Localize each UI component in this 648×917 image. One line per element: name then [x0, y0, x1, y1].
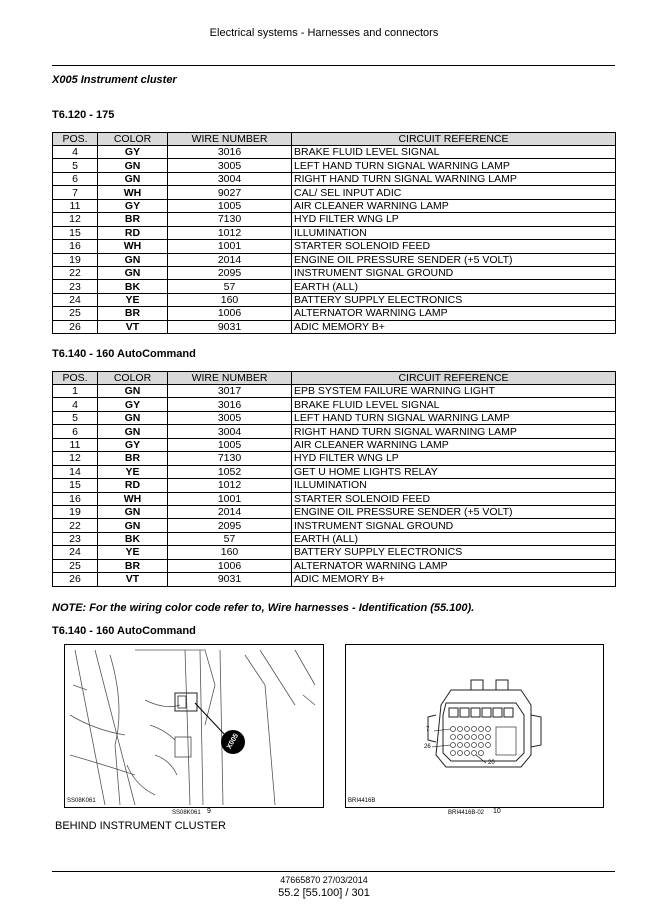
color-cell: GY	[98, 398, 168, 411]
pos-cell: 4	[53, 146, 98, 159]
column-header: POS.	[53, 372, 98, 385]
table-1-heading: T6.120 - 175	[52, 109, 115, 121]
pos-cell: 23	[53, 280, 98, 293]
figure-code: BRI4416B	[348, 798, 376, 804]
table-row	[53, 532, 616, 545]
color-cell: GN	[98, 425, 168, 438]
pos-cell: 19	[53, 505, 98, 518]
circuit-reference-cell: ADIC MEMORY B+	[292, 573, 616, 586]
pos-cell: 11	[53, 438, 98, 451]
wire-number-cell: 2095	[168, 519, 292, 532]
circuit-reference-cell: LEFT HAND TURN SIGNAL WARNING LAMP	[292, 411, 616, 424]
color-cell: VT	[98, 320, 168, 333]
figure-ref: SS08K061	[172, 810, 201, 816]
color-cell: BR	[98, 452, 168, 465]
table-row	[53, 320, 616, 333]
table-row	[53, 398, 616, 411]
figure-code: SS08K061	[67, 798, 96, 804]
pos-cell: 15	[53, 226, 98, 239]
figure-caption: BEHIND INSTRUMENT CLUSTER	[55, 820, 226, 832]
pos-cell: 6	[53, 425, 98, 438]
pos-cell: 23	[53, 532, 98, 545]
wire-number-cell: 9027	[168, 186, 292, 199]
wire-number-cell: 1005	[168, 438, 292, 451]
footer-doc-id: 47665870 27/03/2014	[280, 875, 368, 885]
pin-label-7: 7	[426, 727, 430, 733]
table-row	[53, 559, 616, 572]
color-cell: YE	[98, 465, 168, 478]
color-cell: GN	[98, 505, 168, 518]
wire-number-cell: 3016	[168, 146, 292, 159]
table-row	[53, 226, 616, 239]
table-row	[53, 411, 616, 424]
pos-cell: 4	[53, 398, 98, 411]
pos-cell: 11	[53, 199, 98, 212]
color-cell: GY	[98, 146, 168, 159]
circuit-reference-cell: RIGHT HAND TURN SIGNAL WARNING LAMP	[292, 425, 616, 438]
pos-cell: 22	[53, 266, 98, 279]
pos-cell: 26	[53, 320, 98, 333]
table-row	[53, 186, 616, 199]
table-row	[53, 385, 616, 398]
wire-number-cell: 1012	[168, 226, 292, 239]
circuit-reference-cell: BATTERY SUPPLY ELECTRONICS	[292, 293, 616, 306]
pin-label-20: 20	[488, 760, 495, 766]
wire-number-cell: 7130	[168, 452, 292, 465]
table-row	[53, 425, 616, 438]
column-header: WIRE NUMBER	[168, 133, 292, 146]
circuit-reference-cell: ILLUMINATION	[292, 479, 616, 492]
color-cell: GN	[98, 519, 168, 532]
pos-cell: 5	[53, 411, 98, 424]
table-row	[53, 505, 616, 518]
color-cell: BK	[98, 280, 168, 293]
pos-cell: 1	[53, 385, 98, 398]
table-row	[53, 519, 616, 532]
pos-cell: 16	[53, 240, 98, 253]
figure-behind-cluster	[64, 644, 324, 808]
table-row	[53, 159, 616, 172]
table-header-row	[53, 133, 616, 146]
footer-page-number: 55.2 [55.100] / 301	[278, 887, 370, 899]
wire-number-cell: 57	[168, 280, 292, 293]
table-row	[53, 307, 616, 320]
circuit-reference-cell: ALTERNATOR WARNING LAMP	[292, 307, 616, 320]
pos-cell: 14	[53, 465, 98, 478]
pos-cell: 12	[53, 213, 98, 226]
column-header: CIRCUIT REFERENCE	[292, 133, 616, 146]
wire-number-cell: 3016	[168, 398, 292, 411]
pos-cell: 7	[53, 186, 98, 199]
pos-cell: 12	[53, 452, 98, 465]
wire-number-cell: 2014	[168, 505, 292, 518]
pos-cell: 25	[53, 559, 98, 572]
wire-number-cell: 9031	[168, 320, 292, 333]
wire-number-cell: 1012	[168, 479, 292, 492]
header-rule	[52, 65, 615, 66]
circuit-reference-cell: STARTER SOLENOID FEED	[292, 240, 616, 253]
pos-cell: 24	[53, 546, 98, 559]
wire-number-cell: 7130	[168, 213, 292, 226]
pos-cell: 25	[53, 307, 98, 320]
connector-face-illustration	[346, 645, 603, 807]
circuit-reference-cell: AIR CLEANER WARNING LAMP	[292, 438, 616, 451]
circuit-reference-cell: BRAKE FLUID LEVEL SIGNAL	[292, 146, 616, 159]
circuit-reference-cell: EARTH (ALL)	[292, 280, 616, 293]
table-row	[53, 199, 616, 212]
wire-number-cell: 160	[168, 293, 292, 306]
color-cell: WH	[98, 186, 168, 199]
table-row	[53, 293, 616, 306]
wire-table-2	[52, 371, 616, 587]
table-row	[53, 492, 616, 505]
figure-number: 10	[493, 808, 501, 815]
note-text: NOTE: For the wiring color code refer to, Wire harnesses - Identification (55.100).	[52, 602, 475, 614]
circuit-reference-cell: HYD FILTER WNG LP	[292, 213, 616, 226]
wire-number-cell: 3004	[168, 172, 292, 185]
cluster-location-illustration	[65, 645, 323, 807]
section-title: X005 Instrument cluster	[52, 74, 177, 86]
color-cell: RD	[98, 479, 168, 492]
circuit-reference-cell: BRAKE FLUID LEVEL SIGNAL	[292, 398, 616, 411]
circuit-reference-cell: AIR CLEANER WARNING LAMP	[292, 199, 616, 212]
table-row	[53, 146, 616, 159]
pos-cell: 19	[53, 253, 98, 266]
color-cell: RD	[98, 226, 168, 239]
circuit-reference-cell: HYD FILTER WNG LP	[292, 452, 616, 465]
color-cell: GY	[98, 438, 168, 451]
color-cell: GN	[98, 159, 168, 172]
figure-heading: T6.140 - 160 AutoCommand	[52, 625, 196, 637]
color-cell: BK	[98, 532, 168, 545]
column-header: COLOR	[98, 372, 168, 385]
pos-cell: 6	[53, 172, 98, 185]
wire-number-cell: 1006	[168, 307, 292, 320]
figure-ref: BRI4416B-02	[448, 810, 485, 816]
circuit-reference-cell: LEFT HAND TURN SIGNAL WARNING LAMP	[292, 159, 616, 172]
figure-number: 9	[207, 808, 211, 815]
circuit-reference-cell: ENGINE OIL PRESSURE SENDER (+5 VOLT)	[292, 505, 616, 518]
circuit-reference-cell: ALTERNATOR WARNING LAMP	[292, 559, 616, 572]
pos-cell: 15	[53, 479, 98, 492]
pos-cell: 26	[53, 573, 98, 586]
callout-label: X005	[225, 732, 241, 751]
wire-table-1	[52, 132, 616, 334]
circuit-reference-cell: ADIC MEMORY B+	[292, 320, 616, 333]
wire-number-cell: 1001	[168, 492, 292, 505]
table-row	[53, 213, 616, 226]
pos-cell: 24	[53, 293, 98, 306]
column-header: COLOR	[98, 133, 168, 146]
wire-number-cell: 2014	[168, 253, 292, 266]
footer-rule	[52, 871, 615, 872]
wire-number-cell: 3005	[168, 411, 292, 424]
circuit-reference-cell: EPB SYSTEM FAILURE WARNING LIGHT	[292, 385, 616, 398]
table-row	[53, 172, 616, 185]
wire-number-cell: 9031	[168, 573, 292, 586]
table-row	[53, 546, 616, 559]
table-header-row	[53, 372, 616, 385]
table-row	[53, 438, 616, 451]
color-cell: GN	[98, 253, 168, 266]
column-header: WIRE NUMBER	[168, 372, 292, 385]
circuit-reference-cell: ENGINE OIL PRESSURE SENDER (+5 VOLT)	[292, 253, 616, 266]
wire-number-cell: 3017	[168, 385, 292, 398]
wire-number-cell: 1006	[168, 559, 292, 572]
circuit-reference-cell: INSTRUMENT SIGNAL GROUND	[292, 519, 616, 532]
circuit-reference-cell: CAL/ SEL INPUT ADIC	[292, 186, 616, 199]
wire-number-cell: 1001	[168, 240, 292, 253]
pin-label-26: 26	[424, 744, 431, 750]
circuit-reference-cell: INSTRUMENT SIGNAL GROUND	[292, 266, 616, 279]
circuit-reference-cell: BATTERY SUPPLY ELECTRONICS	[292, 546, 616, 559]
wire-number-cell: 2095	[168, 266, 292, 279]
pos-cell: 22	[53, 519, 98, 532]
figure-connector	[345, 644, 604, 808]
wire-number-cell: 1005	[168, 199, 292, 212]
color-cell: GN	[98, 385, 168, 398]
table-row	[53, 479, 616, 492]
color-cell: BR	[98, 307, 168, 320]
color-cell: YE	[98, 546, 168, 559]
circuit-reference-cell: ILLUMINATION	[292, 226, 616, 239]
circuit-reference-cell: EARTH (ALL)	[292, 532, 616, 545]
circuit-reference-cell: STARTER SOLENOID FEED	[292, 492, 616, 505]
wire-number-cell: 57	[168, 532, 292, 545]
table-row	[53, 253, 616, 266]
color-cell: WH	[98, 492, 168, 505]
table-row	[53, 465, 616, 478]
color-cell: BR	[98, 559, 168, 572]
column-header: CIRCUIT REFERENCE	[292, 372, 616, 385]
wire-number-cell: 1052	[168, 465, 292, 478]
color-cell: GN	[98, 411, 168, 424]
table-row	[53, 573, 616, 586]
column-header: POS.	[53, 133, 98, 146]
circuit-reference-cell: RIGHT HAND TURN SIGNAL WARNING LAMP	[292, 172, 616, 185]
wire-number-cell: 3004	[168, 425, 292, 438]
wire-number-cell: 3005	[168, 159, 292, 172]
color-cell: VT	[98, 573, 168, 586]
color-cell: GY	[98, 199, 168, 212]
table-row	[53, 240, 616, 253]
color-cell: WH	[98, 240, 168, 253]
table-row	[53, 452, 616, 465]
table-2-heading: T6.140 - 160 AutoCommand	[52, 348, 196, 360]
wire-number-cell: 160	[168, 546, 292, 559]
table-row	[53, 280, 616, 293]
color-cell: BR	[98, 213, 168, 226]
pos-cell: 5	[53, 159, 98, 172]
color-cell: YE	[98, 293, 168, 306]
page-header-title: Electrical systems - Harnesses and connectors	[209, 27, 439, 39]
circuit-reference-cell: GET U HOME LIGHTS RELAY	[292, 465, 616, 478]
table-row	[53, 266, 616, 279]
color-cell: GN	[98, 266, 168, 279]
color-cell: GN	[98, 172, 168, 185]
pos-cell: 16	[53, 492, 98, 505]
